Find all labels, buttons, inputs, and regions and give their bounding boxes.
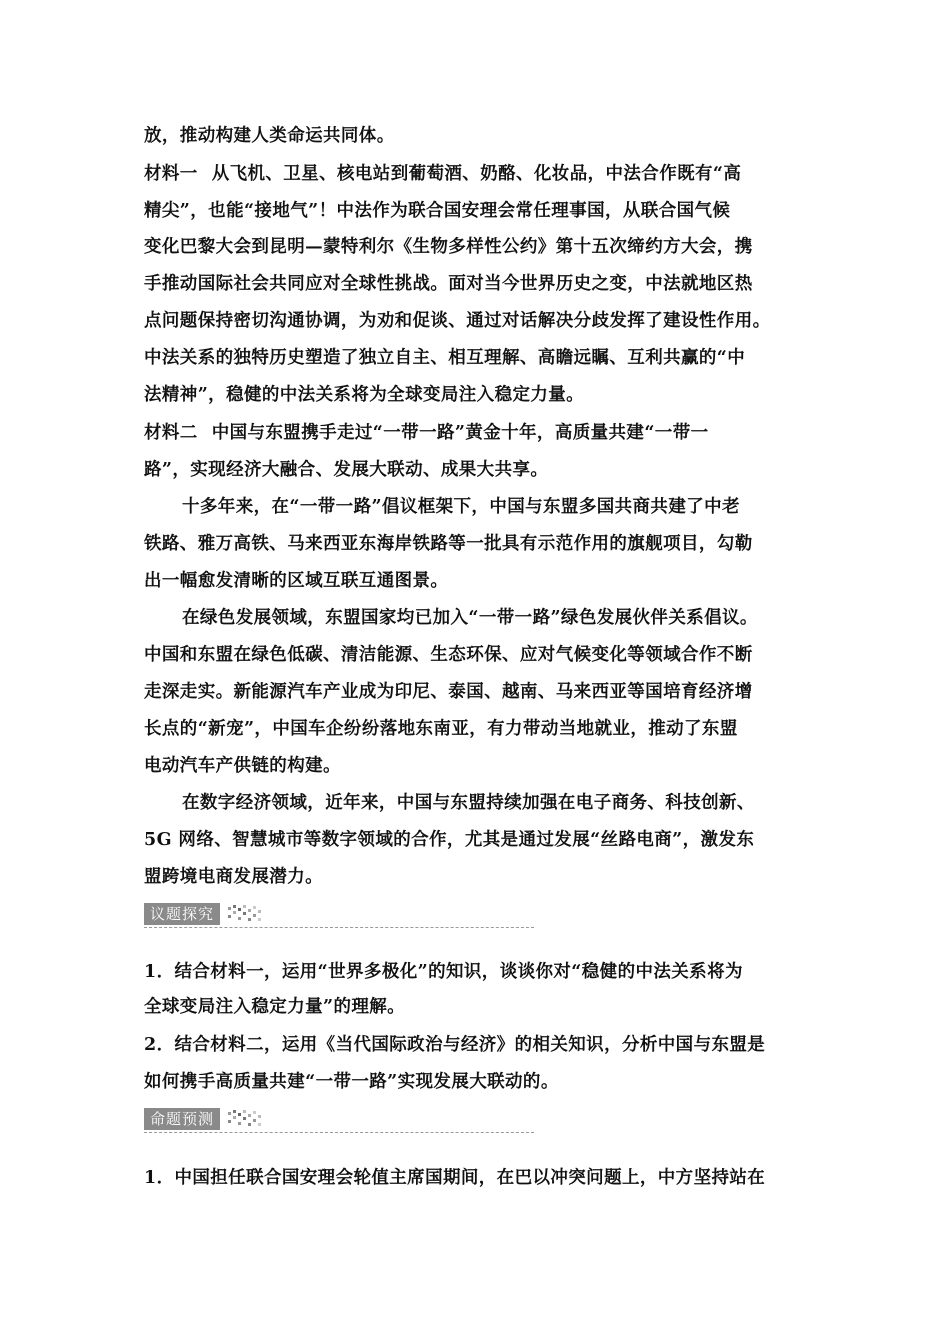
material1-label: 材料一	[144, 164, 198, 184]
section-header-explore	[144, 903, 534, 927]
section-tag-explore: 议题探究	[144, 903, 220, 925]
explore-question-2: 2．结合材料二，运用《当代国际政治与经济》的相关知识，分析中国与东盟是	[144, 1035, 766, 1055]
section-divider	[144, 927, 534, 928]
explore-question-2-cont: 如何携手高质量共建“一带一路”实现发展大联动的。	[144, 1072, 559, 1092]
material1-text-1: 从飞机、卫星、核电站到葡萄酒、奶酪、化妆品，中法合作既有“高	[211, 164, 742, 184]
material2-line-3: 十多年来，在“一带一路”倡议框架下，中国与东盟多国共商共建了中老	[182, 497, 740, 517]
section-divider	[144, 1132, 534, 1133]
material2-line-13: 盟跨境电商发展潜力。	[144, 867, 323, 887]
pixel-dots-icon	[228, 905, 264, 923]
section-tag-predict: 命题预测	[144, 1108, 220, 1130]
material2-line-5: 出一幅愈发清晰的区域互联互通图景。	[144, 571, 449, 591]
material2-line-2: 路”，实现经济大融合、发展大联动、成果大共享。	[144, 460, 549, 480]
material2-line-9: 长点的“新宠”，中国车企纷纷落地东南亚，有力带动当地就业，推动了东盟	[144, 719, 738, 739]
material2-line-4: 铁路、雅万高铁、马来西亚东海岸铁路等一批具有示范作用的旗舰项目，勾勒	[144, 534, 753, 554]
explore-question-1: 1．结合材料一，运用“世界多极化”的知识，谈谈你对“稳健的中法关系将为	[144, 962, 743, 982]
material2-line-8: 走深走实。新能源汽车产业成为印尼、泰国、越南、马来西亚等国培育经济增	[144, 682, 753, 702]
material2-line-11: 在数字经济领域，近年来，中国与东盟持续加强在电子商务、科技创新、	[182, 793, 755, 813]
material1-line-2: 精尖”，也能“接地气”！中法作为联合国安理会常任理事国，从联合国气候	[144, 201, 731, 221]
explore-question-1-cont: 全球变局注入稳定力量”的理解。	[144, 997, 406, 1017]
material1-line-6: 中法关系的独特历史塑造了独立自主、相互理解、高瞻远瞩、互利共赢的“中	[144, 348, 746, 368]
material1-line-1	[144, 163, 814, 185]
section-header-predict	[144, 1108, 534, 1132]
material1-line-5: 点问题保持密切沟通协调，为劝和促谈、通过对话解决分歧发挥了建设性作用。	[144, 311, 771, 331]
pixel-dots-icon	[228, 1110, 264, 1128]
material2-line-10: 电动汽车产供链的构建。	[144, 756, 341, 776]
material2-line-7: 中国和东盟在绿色低碳、清洁能源、生态环保、应对气候变化等领域合作不断	[144, 645, 753, 665]
material1-line-4: 手推动国际社会共同应对全球性挑战。面对当今世界历史之变，中法就地区热	[144, 274, 753, 294]
material2-line-6: 在绿色发展领域，东盟国家均已加入“一带一路”绿色发展伙伴关系倡议。	[182, 608, 758, 628]
material1-line-7: 法精神”，稳健的中法关系将为全球变局注入稳定力量。	[144, 385, 585, 405]
intro-line: 放，推动构建人类命运共同体。	[144, 126, 395, 146]
predict-question-1: 1．中国担任联合国安理会轮值主席国期间，在巴以冲突问题上，中方坚持站在	[144, 1168, 766, 1188]
material2-line-1	[144, 422, 814, 444]
material2-text-1: 中国与东盟携手走过“一带一路”黄金十年，高质量共建“一带一	[211, 423, 709, 443]
material2-label: 材料二	[144, 423, 198, 443]
material1-line-3: 变化巴黎大会到昆明—蒙特利尔《生物多样性公约》第十五次缔约方大会，携	[144, 237, 753, 257]
material2-line-12: 5G 网络、智慧城市等数字领域的合作，尤其是通过发展“丝路电商”，激发东	[144, 830, 755, 850]
